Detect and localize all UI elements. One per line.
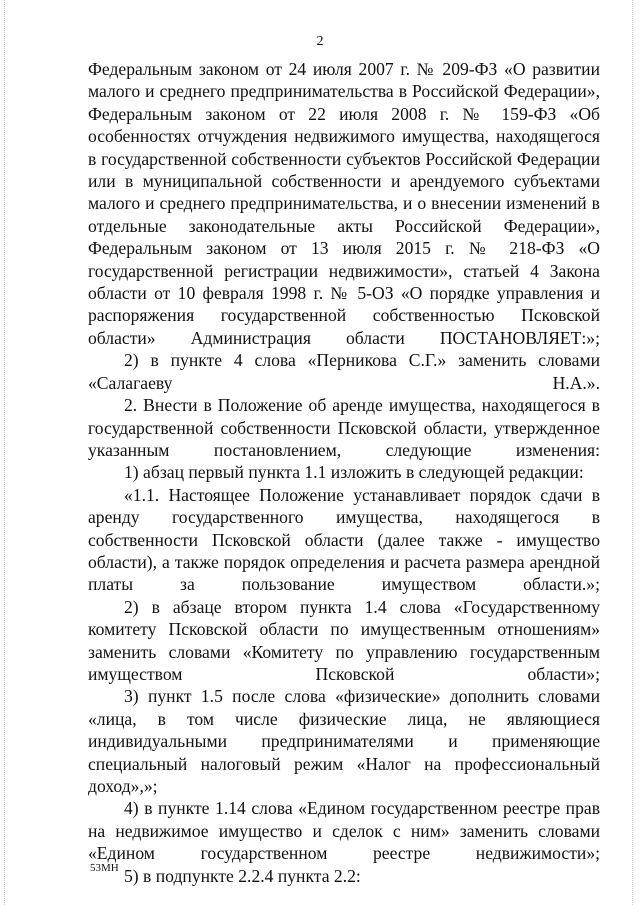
paragraph-item-2-clause-1-4: 2) в абзаце втором пункта 1.4 слова «Государственному комитету Псковской области по имущественным отношениям» заменить словами «Комитету по управлению государственным имуществом Псковской области»; bbox=[88, 596, 600, 684]
paragraph-new-clause-1-1: «1.1. Настоящее Положение устанавливает порядок сдачи в аренду государственного имущества, находящегося в собственности Псковской области (далее также - имущество области), а также порядок определения и расчета размера арендной платы за пользование имуществом области.»; bbox=[88, 484, 600, 595]
paragraph-item-5-subclause-2-2-4: 5) в подпункте 2.2.4 пункта 2.2: bbox=[124, 865, 361, 886]
document-body bbox=[88, 58, 600, 887]
paragraph-item-1: 1) абзац первый пункта 1.1 изложить в следующей редакции: bbox=[124, 462, 584, 483]
paragraph-item-4-clause-1-14: 4) в пункте 1.14 слова «Едином государственном реестре прав на недвижимое имущество и сделок с ним» заменить словами «Едином государственном реестре недвижимости»; bbox=[88, 798, 600, 864]
scan-edge-right bbox=[632, 0, 634, 905]
scan-edge-left bbox=[4, 0, 6, 905]
paragraph-item-2-replace-name: 2) в пункте 4 слова «Перникова С.Г.» заменить словами «Салагаеву Н.А.». bbox=[88, 350, 600, 393]
paragraph-section-2-intro: 2. Внести в Положение об аренде имущества, находящегося в государственной собственности Псковской области, утвержденное указанным постановлением, следующие изменения: bbox=[88, 395, 600, 460]
paragraph-item-3-clause-1-5: 3) пункт 1.5 после слова «физические» дополнить словами «лица, в том числе физические лица, не являющиеся индивидуальными предпринимателями и применяющие специальный налоговый режим «Налог на профессиональный доход»,»; bbox=[88, 686, 600, 796]
footer-document-code: 53МН bbox=[90, 862, 119, 874]
page-number: 2 bbox=[316, 34, 324, 49]
paragraph-enactment-basis: Федеральным законом от 24 июля 2007 г. № 209-ФЗ «О развитии малого и среднего предпринимательства в Российской Федерации», Федеральным законом от 22 июля 2008 г. № 159-ФЗ «Об особенностях отчуждения недвижимого имущества, находящегося в государственной собственности субъектов Российской Федерации или в муниципальной собственности и арендуемого субъектами малого и среднего предпринимательства, и о внесении изменений в отдельные законодательные акты Российской Федерации», Федеральным законом от 13 июля 2015 г. № 218-ФЗ «О государственной регистрации недвижимости», статьей 4 Закона области от 10 февраля 1998 г. № 5-ОЗ «О порядке управления и распоряжения государственной собственностью Псковской области» Администрация области ПОСТАНОВЛЯЕТ:»; bbox=[88, 59, 600, 348]
